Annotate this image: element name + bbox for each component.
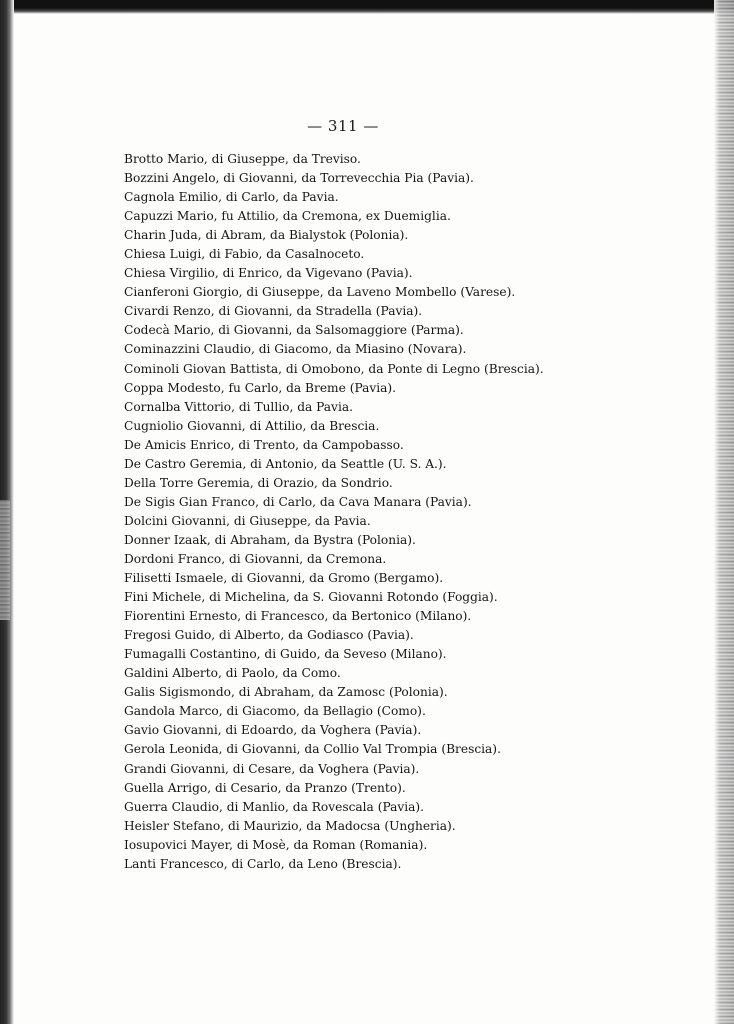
list-item: Guerra Claudio, di Manlio, da Rovescala (Pavia). [124, 799, 425, 814]
list-item: Gandola Marco, di Giacomo, da Bellagio (Como). [124, 704, 426, 719]
list-item: Fiorentini Ernesto, di Francesco, da Bertonico (Milano). [124, 609, 472, 624]
name-list [124, 150, 584, 874]
list-item: Cugniolio Giovanni, di Attilio, da Brescia. [124, 418, 380, 433]
list-item: Coppa Modesto, fu Carlo, da Breme (Pavia). [124, 380, 397, 395]
list-item: Brotto Mario, di Giuseppe, da Treviso. [124, 152, 361, 166]
list-item: Fumagalli Costantino, di Guido, da Seveso (Milano). [124, 647, 447, 662]
list-item: Galdini Alberto, di Paolo, da Como. [124, 666, 341, 681]
list-item: Gerola Leonida, di Giovanni, da Collio Val Trompia (Brescia). [124, 742, 501, 757]
list-item: Codecà Mario, di Giovanni, da Salsomaggiore (Parma). [124, 323, 464, 338]
list-item: Cominoli Giovan Battista, di Omobono, da Ponte di Legno (Brescia). [124, 361, 544, 376]
list-item: Grandi Giovanni, di Cesare, da Voghera (Pavia). [124, 761, 420, 776]
list-item: Filisetti Ismaele, di Giovanni, da Gromo (Bergamo). [124, 571, 444, 586]
list-item: Cornalba Vittorio, di Tullio, da Pavia. [124, 399, 353, 414]
list-item: Donner Izaak, di Abraham, da Bystra (Polonia). [124, 532, 416, 547]
list-item: Galis Sigismondo, di Abraham, da Zamosc (Polonia). [124, 685, 448, 700]
list-item: Fregosi Guido, di Alberto, da Godiasco (Pavia). [124, 628, 414, 643]
list-item: Dolcini Giovanni, di Giuseppe, da Pavia. [124, 513, 371, 528]
list-item: Gavio Giovanni, di Edoardo, da Voghera (Pavia). [124, 723, 422, 738]
scan-left-speckle [0, 500, 10, 620]
list-item: De Sigis Gian Franco, di Carlo, da Cava Manara (Pavia). [124, 494, 472, 509]
list-item: Della Torre Geremia, di Orazio, da Sondrio. [124, 475, 393, 490]
page-number: — 311 — [307, 117, 379, 135]
list-item: Fini Michele, di Michelina, da S. Giovanni Rotondo (Foggia). [124, 590, 498, 605]
list-item: Chiesa Virgilio, di Enrico, da Vigevano (Pavia). [124, 266, 413, 281]
list-item: Capuzzi Mario, fu Attilio, da Cremona, ex Duemiglia. [124, 209, 451, 224]
list-item: Chiesa Luigi, di Fabio, da Casalnoceto. [124, 247, 365, 262]
list-item: Bozzini Angelo, di Giovanni, da Torrevecchia Pia (Pavia). [124, 171, 474, 186]
scan-right-edge [714, 0, 734, 1024]
list-item: Dordoni Franco, di Giovanni, da Cremona. [124, 551, 387, 566]
list-item: Cianferoni Giorgio, di Giuseppe, da Laveno Mombello (Varese). [124, 285, 516, 300]
list-item: Cagnola Emilio, di Carlo, da Pavia. [124, 190, 339, 205]
list-item: Guella Arrigo, di Cesario, da Pranzo (Trento). [124, 780, 406, 795]
list-item: De Castro Geremia, di Antonio, da Seattle (U. S. A.). [124, 456, 447, 471]
list-item: Civardi Renzo, di Giovanni, da Stradella (Pavia). [124, 304, 423, 319]
list-item: Charin Juda, di Abram, da Bialystok (Polonia). [124, 228, 409, 243]
list-item: Cominazzini Claudio, di Giacomo, da Miasino (Novara). [124, 342, 467, 357]
list-item: De Amicis Enrico, di Trento, da Campobasso. [124, 437, 404, 452]
list-item: Iosupovici Mayer, di Mosè, da Roman (Romania). [124, 837, 428, 852]
list-item: Heisler Stefano, di Maurizio, da Madocsa (Ungheria). [124, 818, 456, 833]
list-item: Lanti Francesco, di Carlo, da Leno (Brescia). [124, 856, 402, 871]
scan-top-edge [0, 0, 734, 14]
